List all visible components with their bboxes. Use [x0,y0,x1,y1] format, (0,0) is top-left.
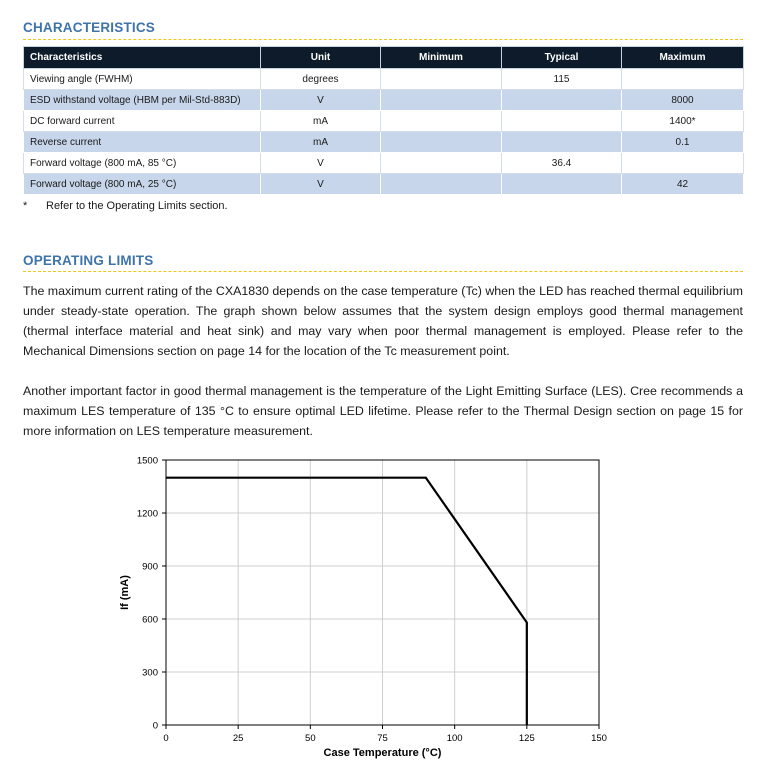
y-axis-label: If (mA) [119,575,131,610]
row-maximum: 0.1 [622,132,744,153]
row-minimum [381,174,502,195]
row-unit: degrees [261,69,381,90]
header-characteristics: Characteristics [24,47,261,69]
row-label: Forward voltage (800 mA, 25 °C) [24,174,261,195]
row-maximum [622,153,744,174]
row-minimum [381,69,502,90]
chart-series [166,478,527,725]
operating-limits-divider [23,271,743,272]
header-maximum: Maximum [622,47,744,69]
x-tick-label: 75 [377,733,388,744]
table-header-row [24,47,744,69]
row-maximum: 42 [622,174,744,195]
row-maximum [622,69,744,90]
x-axis-label: Case Temperature (°C) [323,747,442,759]
row-label: Viewing angle (FWHM) [24,69,261,90]
row-typical [502,111,622,132]
row-maximum: 8000 [622,90,744,111]
x-tick-label: 0 [163,733,169,744]
table-row [24,111,744,132]
table-row [24,69,744,90]
y-tick-label: 1500 [136,455,158,467]
chart-grid [166,460,599,725]
row-minimum [381,132,502,153]
row-unit: V [261,174,381,195]
row-label: Forward voltage (800 mA, 85 °C) [24,153,261,174]
derating-curve [166,478,527,725]
y-tick-label: 300 [142,667,158,679]
table-row [24,90,744,111]
row-maximum: 1400* [622,111,744,132]
table-footnote [23,200,228,212]
row-typical [502,90,622,111]
header-minimum: Minimum [381,47,502,69]
row-unit: mA [261,111,381,132]
row-typical [502,174,622,195]
y-tick-label: 600 [142,614,158,626]
operating-limits-paragraph-1: The maximum current rating of the CXA1830 depends on the case temperature (Tc) when the LED has reached thermal equilibrium under steady-state operation. The graph shown below assumes that the system design employs good thermal management (thermal interface material and heat sink) and may vary when poor thermal management is employed. Please refer to the Mechanical Dimensions section on page 14 for the location of the Tc measurement point. [23,284,743,358]
x-tick-label: 125 [518,733,535,744]
x-tick-label: 25 [232,733,244,744]
characteristics-title: CHARACTERISTICS [23,20,156,35]
table-row [24,153,744,174]
operating-limits-paragraph-2: Another important factor in good thermal management is the temperature of the Light Emitting Surface (LES). Cree recommends a maximum LES temperature of 135 °C to ensure optimal LED lifetime. Please refer to the Thermal Design section on page 15 for more information on LES temperature measurement. [23,384,743,438]
footnote-marker: * [23,200,28,212]
y-tick-label: 0 [152,720,158,732]
row-typical [502,132,622,153]
row-unit: V [261,90,381,111]
chart-ticks [137,456,607,745]
characteristics-divider [23,39,743,40]
header-unit: Unit [261,47,381,69]
operating-limits-title: OPERATING LIMITS [23,253,154,268]
header-typical: Typical [502,47,622,69]
row-minimum [381,153,502,174]
row-unit: mA [261,132,381,153]
row-label: ESD withstand voltage (HBM per Mil-Std-883D) [24,90,261,111]
table-row [24,174,744,195]
row-minimum [381,111,502,132]
x-tick-label: 50 [305,733,316,744]
row-label: Reverse current [24,132,261,153]
row-minimum [381,90,502,111]
x-tick-label: 150 [591,733,607,744]
footnote-text: Refer to the Operating Limits section. [46,200,228,212]
y-tick-label: 1200 [136,508,158,520]
row-typical: 36.4 [502,153,622,174]
row-typical: 115 [502,69,622,90]
x-tick-label: 100 [446,733,463,744]
row-label: DC forward current [24,111,261,132]
characteristics-table [23,46,744,195]
derating-chart [0,448,758,764]
row-unit: V [261,153,381,174]
table-row [24,132,744,153]
y-tick-label: 900 [142,561,158,573]
